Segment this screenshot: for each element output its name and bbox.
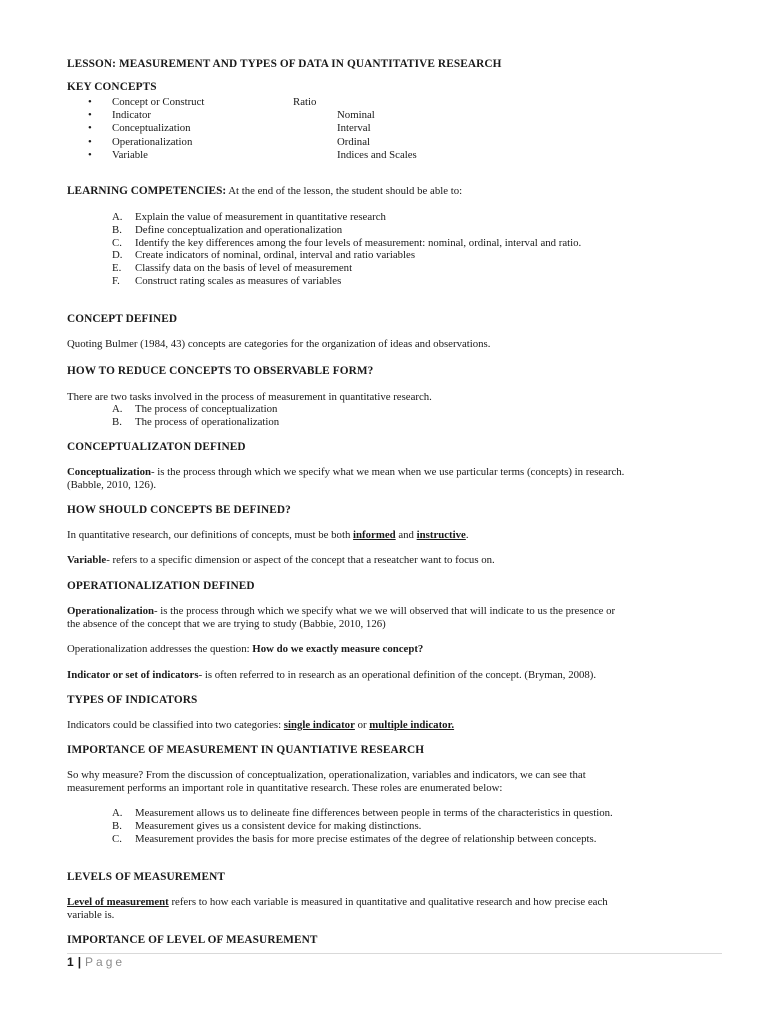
importance-item: Measurement gives us a consistent device for making distinctions. <box>135 820 422 832</box>
operationalization-text: - is the process through which we specify what we we will observed that will indicate to us the presence or <box>153 605 616 617</box>
bullet: • <box>88 96 92 108</box>
types-indicators-text <box>67 719 454 732</box>
concept-defined-heading: CONCEPT DEFINED <box>67 313 178 325</box>
multiple-indicator-term: multiple indicator. <box>369 719 455 731</box>
question-bold: How do we exactly measure concept? <box>252 643 424 655</box>
footer-divider <box>67 953 722 954</box>
operationalization-question <box>67 643 423 656</box>
page-label: Page <box>85 955 126 969</box>
how-defined-heading: HOW SHOULD CONCEPTS BE DEFINED? <box>67 504 291 516</box>
key-concept-level: Indices and Scales <box>337 149 417 161</box>
competency-item: Classify data on the basis of level of measurement <box>135 262 353 274</box>
operationalization-term: Operationalization <box>67 605 154 617</box>
variable-term: Variable <box>67 554 107 566</box>
competency-item: Define conceptualization and operationalization <box>135 224 343 236</box>
list-letter: B. <box>112 820 122 832</box>
operationalization-text-2: the absence of the concept that we are trying to study (Babbie, 2010, 126) <box>67 618 386 630</box>
informed-term: informed <box>353 529 396 541</box>
list-letter: A. <box>112 807 123 819</box>
list-letter: D. <box>112 249 123 261</box>
types-indicators-heading: TYPES OF INDICATORS <box>67 694 198 706</box>
list-letter: A. <box>112 403 123 415</box>
levels-text: refers to how each variable is measured in quantitative and qualitative research and how precise each <box>168 896 608 908</box>
list-letter: B. <box>112 224 122 236</box>
competencies-heading: LEARNING COMPETENCIES: <box>67 185 227 197</box>
question-pre: Operationalization addresses the question: <box>67 643 253 655</box>
how-defined-mid: and <box>395 529 417 541</box>
competency-item: Identify the key differences among the four levels of measurement: nominal, ordinal, interval and ratio. <box>135 237 582 249</box>
page-footer <box>67 956 125 969</box>
key-concept-item: Variable <box>112 149 148 161</box>
reduce-heading: HOW TO REDUCE CONCEPTS TO OBSERVABLE FORM? <box>67 365 374 377</box>
list-letter: E. <box>112 262 122 274</box>
competencies-intro-text: At the end of the lesson, the student should be able to: <box>226 185 463 197</box>
key-concept-item: Operationalization <box>112 136 193 148</box>
lesson-title: LESSON: MEASUREMENT AND TYPES OF DATA IN QUANTITATIVE RESEARCH <box>67 58 502 70</box>
importance-item: Measurement provides the basis for more precise estimates of the degree of relationship between concepts. <box>135 833 597 845</box>
indicator-text: - is often referred to in research as an operational definition of the concept. (Bryman, 2008). <box>198 669 597 681</box>
indicator-term: Indicator or set of indicators <box>67 669 199 681</box>
how-defined-post: . <box>465 529 469 541</box>
list-letter: B. <box>112 416 122 428</box>
conceptualization-definition <box>67 466 624 479</box>
importance-text-line-2: measurement performs an important role in quantitative research. These roles are enumerated below: <box>67 782 503 794</box>
operationalization-heading: OPERATIONALIZATION DEFINED <box>67 580 255 592</box>
operationalization-definition <box>67 605 615 618</box>
levels-text-2: variable is. <box>67 909 115 921</box>
competency-item: Create indicators of nominal, ordinal, interval and ratio variables <box>135 249 416 261</box>
importance-text-line-1: So why measure? From the discussion of conceptualization, operationalization, variables and indicators, we can see that <box>67 769 586 781</box>
single-indicator-term: single indicator <box>283 719 355 731</box>
list-letter: C. <box>112 833 122 845</box>
key-concept-level: Nominal <box>337 109 375 121</box>
competency-item: Construct rating scales as measures of variables <box>135 275 342 287</box>
list-letter: A. <box>112 211 123 223</box>
instructive-term: instructive <box>416 529 466 541</box>
conceptualization-citation: (Babble, 2010, 126). <box>67 479 157 491</box>
key-concepts-heading: KEY CONCEPTS <box>67 81 157 93</box>
reduce-item: The process of operationalization <box>135 416 280 428</box>
importance-heading: IMPORTANCE OF MEASUREMENT IN QUANTIATIVE RESEARCH <box>67 744 425 756</box>
key-concept-item: Conceptualization <box>112 122 191 134</box>
page-number: 1 <box>67 955 74 969</box>
list-letter: F. <box>112 275 120 287</box>
reduce-item: The process of conceptualization <box>135 403 278 415</box>
key-concept-level: Interval <box>337 122 371 134</box>
bullet: • <box>88 109 92 121</box>
key-concept-ratio: Ratio <box>293 96 317 108</box>
list-letter: C. <box>112 237 122 249</box>
conceptualization-text: - is the process through which we specify what we mean when we use particular terms (concepts) in research. <box>150 466 625 478</box>
key-concept-item: Indicator <box>112 109 151 121</box>
competencies-intro <box>67 185 462 198</box>
importance-level-heading: IMPORTANCE OF LEVEL OF MEASUREMENT <box>67 934 318 946</box>
importance-item: Measurement allows us to delineate fine differences between people in terms of the characteristics in question. <box>135 807 613 819</box>
variable-text: - refers to a specific dimension or aspect of the concept that a reseatcher want to focus on. <box>106 554 495 566</box>
how-defined-pre: In quantitative research, our definitions of concepts, must be both <box>67 529 354 541</box>
level-of-measurement-term: Level of measurement <box>67 896 169 908</box>
levels-heading: LEVELS OF MEASUREMENT <box>67 871 225 883</box>
bullet: • <box>88 136 92 148</box>
types-pre: Indicators could be classified into two categories: <box>67 719 284 731</box>
footer-separator: | <box>77 955 82 969</box>
types-mid: or <box>354 719 370 731</box>
concept-defined-text: Quoting Bulmer (1984, 43) concepts are categories for the organization of ideas and observations. <box>67 338 491 350</box>
competency-item: Explain the value of measurement in quantitative research <box>135 211 386 223</box>
key-concept-level: Ordinal <box>337 136 370 148</box>
conceptualization-term: Conceptualization <box>67 466 151 478</box>
bullet: • <box>88 149 92 161</box>
conceptualization-heading: CONCEPTUALIZATON DEFINED <box>67 441 246 453</box>
reduce-text: There are two tasks involved in the process of measurement in quantitative research. <box>67 391 432 403</box>
indicator-definition <box>67 669 596 682</box>
bullet: • <box>88 122 92 134</box>
how-defined-text <box>67 529 469 542</box>
key-concept-item: Concept or Construct <box>112 96 205 108</box>
levels-definition <box>67 896 608 909</box>
variable-definition <box>67 554 495 567</box>
